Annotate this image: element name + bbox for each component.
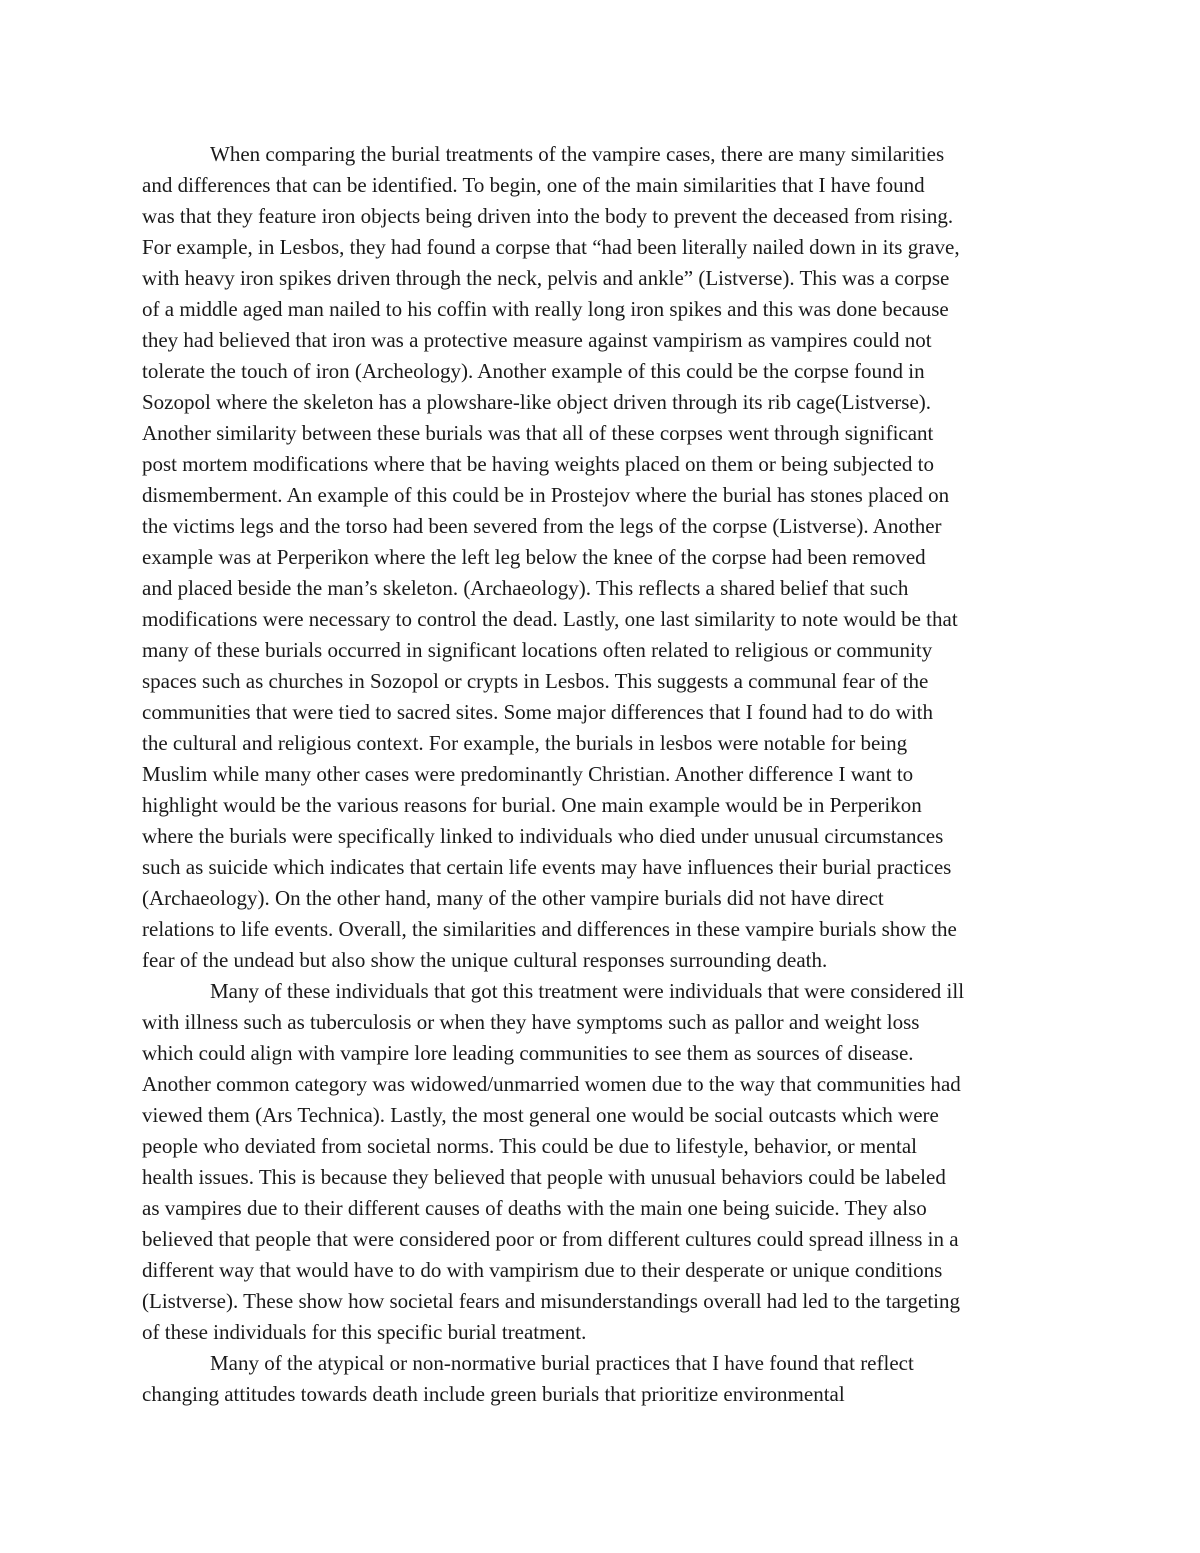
text-line: of these individuals for this specific burial treatment. [142,1320,587,1344]
text-line: highlight would be the various reasons for burial. One main example would be in Perperikon [142,793,922,817]
text-line: Another similarity between these burials was that all of these corpses went through significant [142,421,934,445]
paragraph-3 [142,1348,1062,1410]
text-line: and placed beside the man’s skeleton. (Archaeology). This reflects a shared belief that such [142,576,909,600]
text-line: tolerate the touch of iron (Archeology). Another example of this could be the corpse found in [142,359,925,383]
text-line: many of these burials occurred in significant locations often related to religious or community [142,638,933,662]
text-line: (Archaeology). On the other hand, many of the other vampire burials did not have direct [142,886,884,910]
text-line: example was at Perperikon where the left leg below the knee of the corpse had been removed [142,545,926,569]
text-line: viewed them (Ars Technica). Lastly, the most general one would be social outcasts which were [142,1103,939,1127]
paragraph-1 [142,139,1062,976]
text-line: Sozopol where the skeleton has a plowshare-like object driven through its rib cage(Listverse). [142,390,932,414]
text-line: fear of the undead but also show the unique cultural responses surrounding death. [142,948,828,972]
text-line: communities that were tied to sacred sites. Some major differences that I found had to do with [142,700,933,724]
text-line: For example, in Lesbos, they had found a corpse that “had been literally nailed down in its grave, [142,235,960,259]
text-line: with heavy iron spikes driven through the neck, pelvis and ankle” (Listverse). This was a corpse [142,266,950,290]
text-line: Many of the atypical or non-normative burial practices that I have found that reflect [210,1351,914,1375]
paragraph-2 [142,976,1062,1348]
text-line: such as suicide which indicates that certain life events may have influences their burial practices [142,855,952,879]
text-line: (Listverse). These show how societal fears and misunderstandings overall had led to the targeting [142,1289,961,1313]
text-line: Many of these individuals that got this treatment were individuals that were considered ill [210,979,965,1003]
text-line: modifications were necessary to control the dead. Lastly, one last similarity to note would be that [142,607,958,631]
text-line: relations to life events. Overall, the similarities and differences in these vampire burials show the [142,917,957,941]
text-line: Muslim while many other cases were predominantly Christian. Another difference I want to [142,762,914,786]
text-line: was that they feature iron objects being driven into the body to prevent the deceased from rising. [142,204,954,228]
text-line: and differences that can be identified. To begin, one of the main similarities that I have found [142,173,925,197]
text-line: the cultural and religious context. For example, the burials in lesbos were notable for being [142,731,908,755]
text-line: spaces such as churches in Sozopol or crypts in Lesbos. This suggests a communal fear of the [142,669,929,693]
text-line: which could align with vampire lore leading communities to see them as sources of disease. [142,1041,914,1065]
document-body [142,139,1062,1410]
text-line: dismemberment. An example of this could be in Prostejov where the burial has stones placed on [142,483,950,507]
text-line: believed that people that were considered poor or from different cultures could spread illness in a [142,1227,959,1251]
text-line: people who deviated from societal norms. This could be due to lifestyle, behavior, or mental [142,1134,917,1158]
text-line: the victims legs and the torso had been severed from the legs of the corpse (Listverse). Another [142,514,942,538]
text-line: post mortem modifications where that be having weights placed on them or being subjected to [142,452,934,476]
text-line: different way that would have to do with vampirism due to their desperate or unique conditions [142,1258,943,1282]
text-line: When comparing the burial treatments of the vampire cases, there are many similarities [210,142,945,166]
text-line: where the burials were specifically linked to individuals who died under unusual circumstances [142,824,944,848]
text-line: changing attitudes towards death include green burials that prioritize environmental [142,1382,845,1406]
text-line: health issues. This is because they believed that people with unusual behaviors could be labeled [142,1165,946,1189]
text-line: Another common category was widowed/unmarried women due to the way that communities had [142,1072,961,1096]
text-line: as vampires due to their different causes of deaths with the main one being suicide. They also [142,1196,927,1220]
text-line: they had believed that iron was a protective measure against vampirism as vampires could not [142,328,932,352]
text-line: with illness such as tuberculosis or when they have symptoms such as pallor and weight loss [142,1010,920,1034]
text-line: of a middle aged man nailed to his coffin with really long iron spikes and this was done because [142,297,949,321]
